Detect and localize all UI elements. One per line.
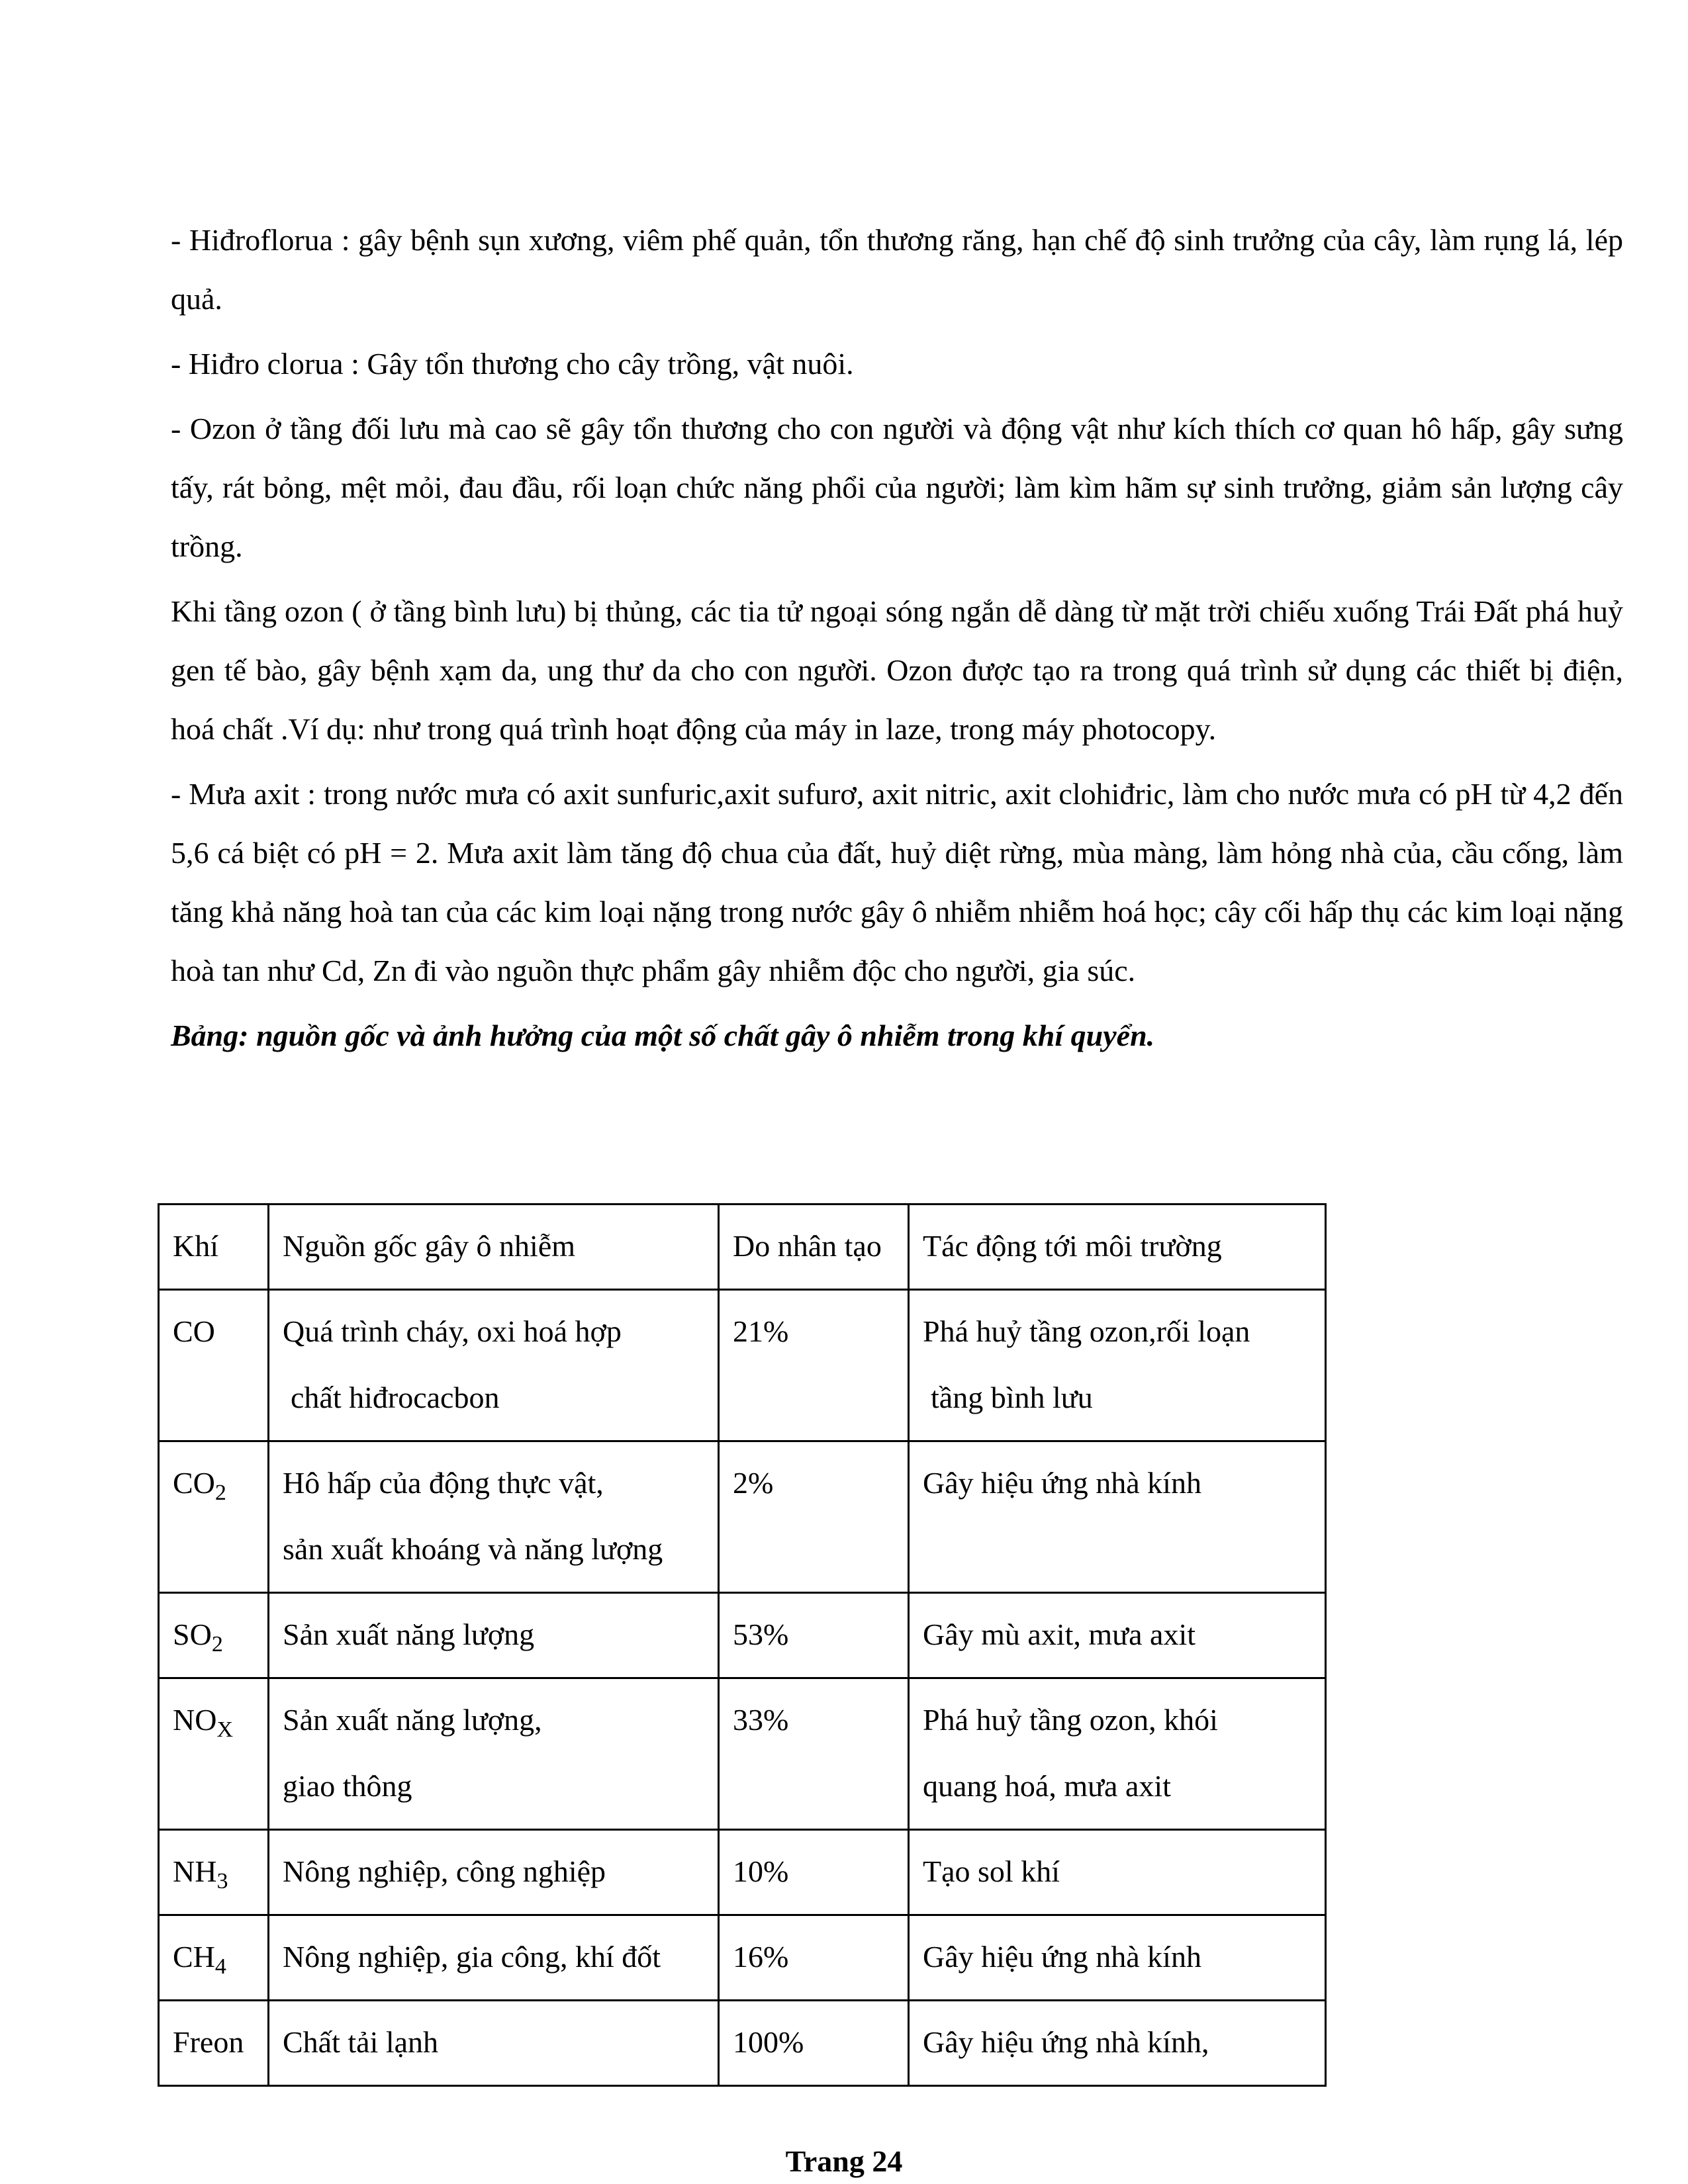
table-row [159,1593,1326,1678]
paragraph-acid-rain: - Mưa axit : trong nước mưa có axit sunfuric,axit sufurơ, axit nitric, axit clohiđric, làm cho nước mưa có pH từ 4,2 đến 5,6 cá biệt có pH = 2. Mưa axit làm tăng độ chua của đất, huỷ diệt rừng, mùa màng, làm hỏng nhà của, cầu cống, làm tăng khả năng hoà tan của các kim loại nặng trong nước gây ô nhiễm nhiễm hoá học; cây cối hấp thụ các kim loại nặng hoà tan như Cd, Zn đi vào nguồn thực phẩm gây nhiễm độc cho người, gia súc. [171,777,1623,987]
header-impact: Tác động tới môi trường [909,1205,1326,1290]
impact-cell: Tạo sol khí [909,1830,1326,1915]
impact-cell: Phá huỷ tầng ozon, khói quang hoá, mưa axit [909,1678,1326,1830]
pollutant-table [158,1203,1327,2087]
table-row [159,1290,1326,1441]
table-row [159,1915,1326,2001]
document-body [171,210,1623,1070]
manmade-cell: 53% [719,1593,909,1678]
table-caption: Bảng: nguồn gốc và ảnh hưởng của một số chất gây ô nhiễm trong khí quyển. [171,1019,1155,1052]
impact-cell: Gây mù axit, mưa axit [909,1593,1326,1678]
impact-cell: Phá huỷ tầng ozon,rối loạn tầng bình lưu [909,1290,1326,1441]
header-source: Nguồn gốc gây ô nhiễm [269,1205,719,1290]
impact-cell: Gây hiệu ứng nhà kính [909,1915,1326,2001]
source-cell: Chất tải lạnh [269,2001,719,2086]
header-gas: Khí [159,1205,269,1290]
manmade-cell: 21% [719,1290,909,1441]
gas-cell: $SO_2$ [159,1593,269,1678]
table-row [159,1678,1326,1830]
source-cell: Nông nghiệp, gia công, khí đốt [269,1915,719,2001]
gas-cell: $NO_X$ [159,1678,269,1830]
manmade-cell: 33% [719,1678,909,1830]
gas-cell: $CH_4$ [159,1915,269,2001]
paragraph-hydrogen-chloride: - Hiđro clorua : Gây tổn thương cho cây trồng, vật nuôi. [171,347,854,381]
table-row [159,1441,1326,1593]
manmade-cell: 2% [719,1441,909,1593]
source-cell: Nông nghiệp, công nghiệp [269,1830,719,1915]
header-manmade: Do nhân tạo [719,1205,909,1290]
page-number: Trang 24 [785,2144,903,2178]
gas-cell: Freon [159,2001,269,2086]
paragraph-ozone-hole: Khi tầng ozon ( ở tầng bình lưu) bị thủng, các tia tử ngoại sóng ngắn dễ dàng từ mặt trời chiếu xuống Trái Đất phá huỷ gen tế bào, gây bệnh xạm da, ung thư da cho con người. Ozon được tạo ra trong quá trình sử dụng các thiết bị điện, hoá chất .Ví dụ: như trong quá trình hoạt động của máy in laze, trong máy photocopy. [171,594,1623,746]
source-cell: Sản xuất năng lượng [269,1593,719,1678]
paragraph-hydrogen-fluoride: - Hiđroflorua : gây bệnh sụn xương, viêm phế quản, tổn thương răng, hạn chế độ sinh trưởng của cây, làm rụng lá, lép quả. [171,223,1623,316]
source-cell: Sản xuất năng lượng, giao thông [269,1678,719,1830]
manmade-cell: 100% [719,2001,909,2086]
source-cell: Hô hấp của động thực vật, sản xuất khoáng và năng lượng [269,1441,719,1593]
impact-cell: Gây hiệu ứng nhà kính, [909,2001,1326,2086]
impact-cell: Gây hiệu ứng nhà kính [909,1441,1326,1593]
table-row [159,1830,1326,1915]
manmade-cell: 10% [719,1830,909,1915]
gas-cell: $NH_3$ [159,1830,269,1915]
gas-cell: CO [159,1290,269,1441]
table-header-row [159,1205,1326,1290]
manmade-cell: 16% [719,1915,909,2001]
paragraph-ozone-troposphere: - Ozon ở tầng đối lưu mà cao sẽ gây tổn thương cho con người và động vật như kích thích cơ quan hô hấp, gây sưng tấy, rát bỏng, mệt mỏi, đau đầu, rối loạn chức năng phổi của người; làm kìm hãm sự sinh trưởng, giảm sản lượng cây trồng. [171,412,1623,563]
table-row [159,2001,1326,2086]
gas-cell: $CO_2$ [159,1441,269,1593]
source-cell: Quá trình cháy, oxi hoá hợp chất hiđrocacbon [269,1290,719,1441]
